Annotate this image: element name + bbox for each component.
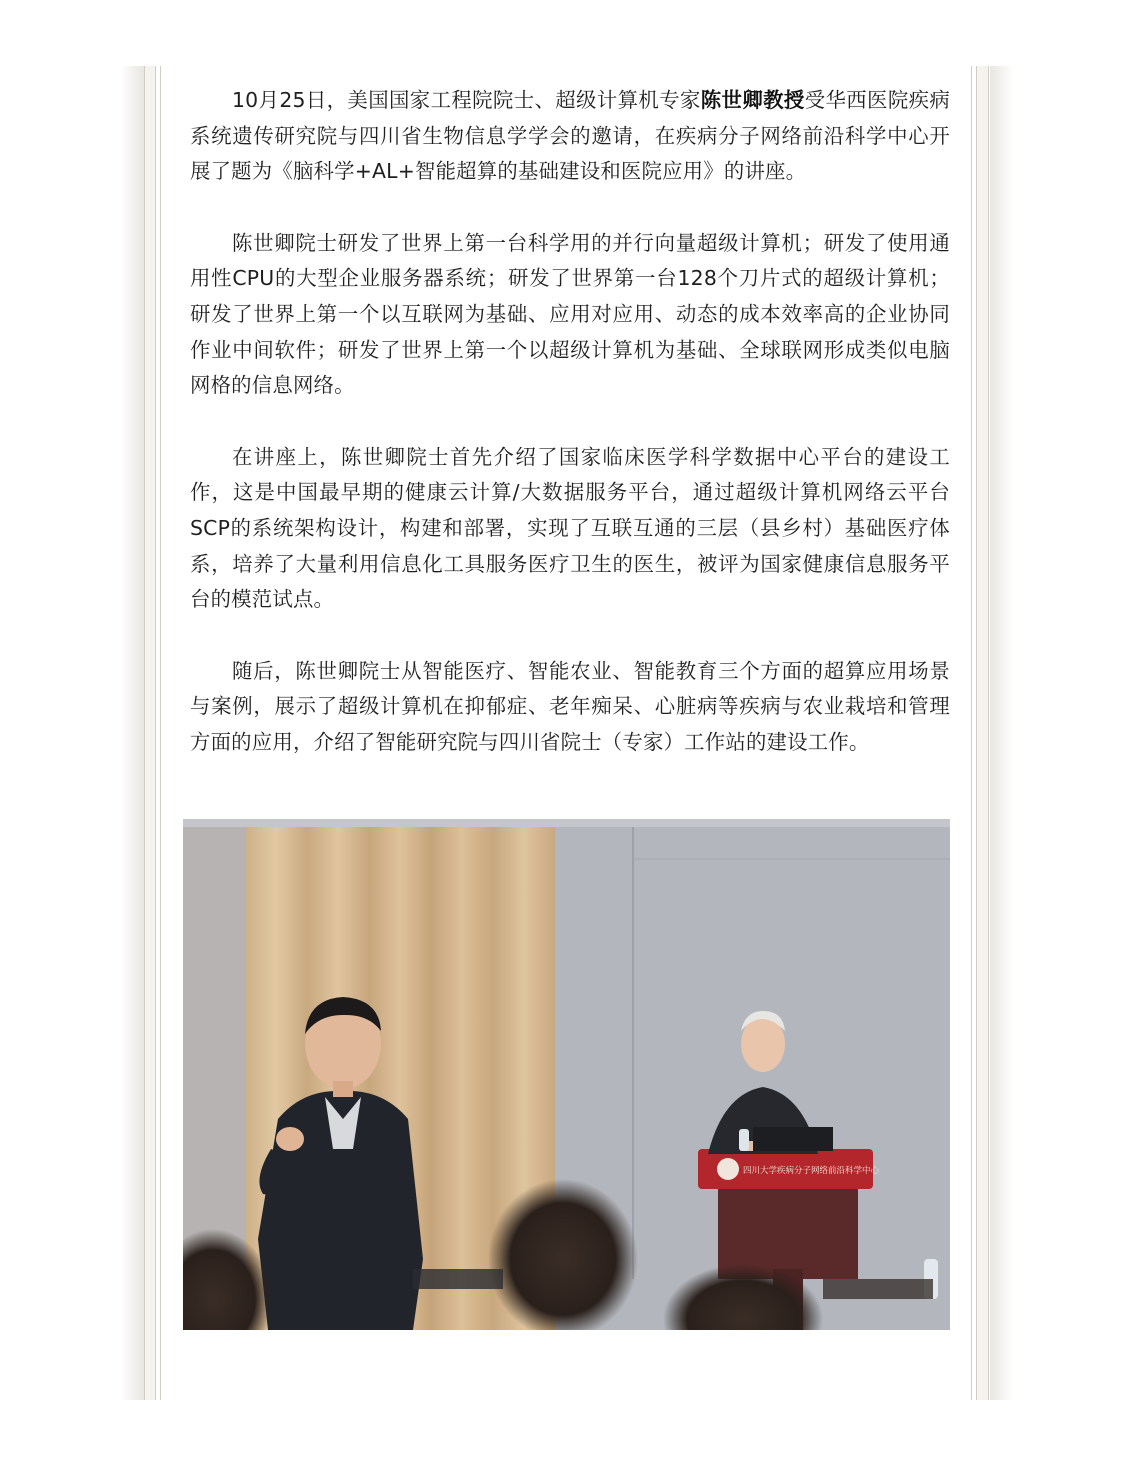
intro-text-after: 受华西医院疾病系统遗传研究院与四川省生物信息学学会的邀请，在疾病分子网络前沿科学中心开展了题为《脑科学+AL+智能超算的基础建设和医院应用》的讲座。 [190, 88, 950, 184]
frame-gap-left [145, 66, 155, 1400]
paragraph-lecture: 在讲座上，陈世卿院士首先介绍了国家临床医学科学数据中心平台的建设工作，这是中国最早期的健康云计算/大数据服务平台，通过超级计算机网络云平台SCP的系统架构设计，构建和部署，实现了互联互通的三层（县乡村）基础医疗体系，培养了大量利用信息化工具服务医疗卫生的医生，被评为国家健康信息服务平台的模范试点。 [190, 444, 950, 612]
frame-line-left-inner [160, 66, 161, 1400]
frame-shadow-left [120, 66, 144, 1400]
frame-line-right-middle [976, 66, 977, 1400]
frame-line-right-inner [971, 66, 972, 1400]
frame-line-left-middle [155, 66, 156, 1400]
intro-text-before: 10月25日，美国国家工程院院士、超级计算机专家 [232, 88, 701, 112]
frame-line-left-outer [144, 66, 145, 1400]
podium-sign-text: 四川大学疾病分子网络前沿科学中心 [743, 1166, 880, 1176]
frame-line-right-outer [988, 66, 989, 1400]
speaker-name-bold: 陈世卿教授 [700, 88, 805, 112]
frame-gap-right [977, 66, 988, 1400]
frame-shadow-right [990, 66, 1014, 1400]
paragraph-applications: 随后，陈世卿院士从智能医疗、智能农业、智能教育三个方面的超算应用场景与案例，展示了超级计算机在抑郁症、老年痴呆、心脏病等疾病与农业栽培和管理方面的应用，介绍了智能研究院与四川省院士（专家）工作站的建设工作。 [190, 658, 950, 754]
lecture-photo-illustration [183, 819, 950, 1330]
paragraph-achievements: 陈世卿院士研发了世界上第一台科学用的并行向量超级计算机；研发了使用通用性CPU的大型企业服务器系统；研发了世界第一台128个刀片式的超级计算机；研发了世界上第一个以互联网为基础、应用对应用、动态的成本效率高的企业协同作业中间软件；研发了世界上第一个以超级计算机为基础、全球联网形成类似电脑网格的信息网络。 [190, 230, 950, 398]
lecture-photo [183, 819, 950, 1330]
paragraph-intro [190, 83, 950, 190]
article-body [190, 83, 950, 797]
